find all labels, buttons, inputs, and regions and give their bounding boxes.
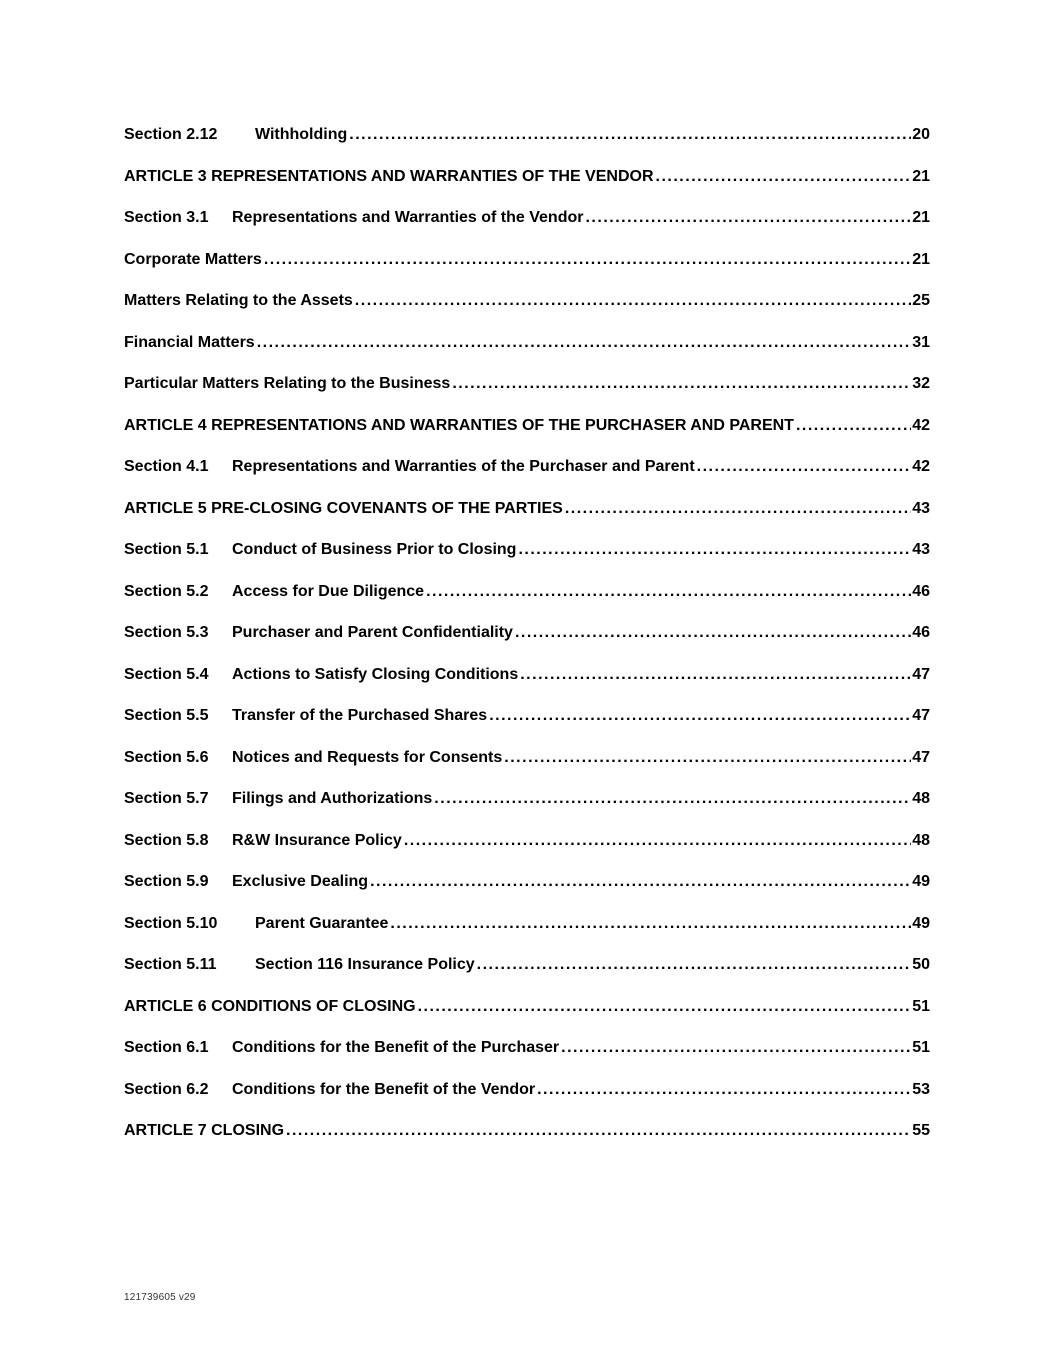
toc-entry-title: Conditions for the Benefit of the Purchaser (232, 1039, 560, 1056)
toc-entry-title: Actions to Satisfy Closing Conditions (232, 665, 519, 683)
toc-entry-page: 53 (912, 1080, 930, 1098)
toc-entry-label (124, 1081, 535, 1099)
toc-entry-page: 51 (912, 997, 930, 1015)
toc-entry (124, 334, 930, 352)
toc-entry (124, 790, 930, 808)
toc-entry-page: 50 (912, 956, 930, 973)
dot-leader (477, 956, 912, 974)
dot-leader (264, 251, 911, 269)
dot-leader (504, 749, 911, 767)
toc-entry-number: Section 5.11 (124, 956, 217, 973)
toc-entry-page: 31 (912, 333, 930, 351)
toc-entry-page: 55 (912, 1122, 930, 1139)
toc-entry-page: 49 (912, 914, 930, 932)
toc-entry-label (124, 998, 416, 1016)
toc-entry-title: Conduct of Business Prior to Closing (232, 541, 517, 558)
toc-entry-label (124, 1122, 284, 1140)
toc-entry-number: Section 5.5 (124, 707, 209, 724)
dot-leader (286, 1122, 911, 1140)
toc-entry-label (124, 749, 502, 767)
toc-entry-title: Access for Due Diligence (232, 582, 425, 600)
toc-entry-page: 21 (912, 167, 930, 185)
toc-entry-title: Withholding (255, 126, 348, 143)
toc-entry (124, 1081, 930, 1099)
toc-article-entry (124, 417, 930, 435)
toc-entry-title: ARTICLE 3 REPRESENTATIONS AND WARRANTIES OF THE VENDOR (124, 167, 654, 185)
dot-leader (426, 583, 911, 601)
toc-entry-page: 46 (912, 582, 930, 600)
toc-entry-page: 43 (912, 541, 930, 558)
dot-leader (565, 500, 911, 518)
toc-entry-title: Representations and Warranties of the Purchaser and Parent (232, 458, 695, 475)
toc-article-entry (124, 168, 930, 186)
toc-entry-page: 51 (912, 1039, 930, 1056)
toc-entry-title: ARTICLE 5 PRE-CLOSING COVENANTS OF THE PARTIES (124, 499, 563, 517)
toc-entry-page: 49 (912, 873, 930, 890)
dot-leader (452, 375, 911, 393)
toc-list (124, 126, 930, 1140)
dot-leader (349, 126, 911, 144)
toc-entry (124, 1039, 930, 1057)
toc-entry-title: Transfer of the Purchased Shares (232, 707, 488, 724)
toc-entry-title: Particular Matters Relating to the Business (124, 375, 451, 392)
toc-entry-page: 42 (912, 416, 930, 434)
toc-entry (124, 292, 930, 310)
dot-leader (418, 998, 912, 1016)
dot-leader (697, 458, 912, 476)
toc-entry-page: 47 (912, 748, 930, 766)
dot-leader (489, 707, 911, 725)
toc-entry-title: Section 116 Insurance Policy (255, 956, 475, 973)
toc-entry-title: Exclusive Dealing (232, 873, 369, 890)
dot-leader (390, 915, 911, 933)
toc-entry-number: Section 6.2 (124, 1080, 209, 1098)
toc-entry-page: 21 (912, 209, 930, 226)
toc-entry (124, 915, 930, 933)
toc-entry-label (124, 292, 353, 310)
toc-entry-title: Purchaser and Parent Confidentiality (232, 624, 513, 641)
toc-entry (124, 624, 930, 642)
toc-entry-title: Notices and Requests for Consents (232, 748, 503, 766)
dot-leader (404, 832, 911, 850)
toc-entry-number: Section 5.8 (124, 831, 209, 849)
toc-entry-page: 20 (912, 126, 930, 143)
toc-entry-title: Representations and Warranties of the Vendor (232, 209, 584, 226)
toc-entry-title: Matters Relating to the Assets (124, 292, 353, 309)
toc-entry-page: 32 (912, 375, 930, 392)
toc-entry-number: Section 5.9 (124, 873, 209, 890)
toc-entry-label (124, 707, 487, 725)
toc-entry-page: 43 (912, 499, 930, 517)
toc-entry-title: Conditions for the Benefit of the Vendor (232, 1080, 536, 1098)
toc-entry-number: Section 4.1 (124, 458, 209, 475)
toc-entry-label (124, 666, 518, 684)
toc-entry-page: 47 (912, 665, 930, 683)
toc-entry-title: ARTICLE 7 CLOSING (124, 1122, 285, 1139)
toc-entry-page: 21 (912, 250, 930, 268)
dot-leader (257, 334, 912, 352)
dot-leader (355, 292, 911, 310)
toc-article-entry (124, 1122, 930, 1140)
toc-entry-label (124, 500, 563, 518)
toc-entry-page: 25 (912, 292, 930, 309)
toc-entry-label (124, 1039, 559, 1057)
toc-entry-number: Section 5.10 (124, 914, 218, 932)
toc-entry-label (124, 583, 424, 601)
toc-entry (124, 583, 930, 601)
dot-leader (656, 168, 912, 186)
toc-entry-title: Parent Guarantee (255, 914, 389, 932)
toc-article-entry (124, 998, 930, 1016)
toc-entry-label (124, 956, 475, 974)
toc-entry-title: Financial Matters (124, 333, 255, 351)
toc-entry-number: Section 5.6 (124, 748, 209, 766)
dot-leader (585, 209, 911, 227)
toc-entry-label (124, 873, 368, 891)
toc-entry-label (124, 790, 432, 808)
toc-entry-page: 46 (912, 624, 930, 641)
toc-entry-label (124, 126, 347, 144)
toc-entry-number: Section 2.12 (124, 126, 218, 143)
document-footer: 121739605 v29 (124, 1292, 196, 1303)
dot-leader (537, 1081, 911, 1099)
toc-entry-label (124, 375, 450, 393)
toc-entry (124, 956, 930, 974)
toc-entry-label (124, 251, 262, 269)
dot-leader (796, 417, 911, 435)
toc-entry-number: Section 5.1 (124, 541, 209, 558)
toc-entry (124, 541, 930, 559)
toc-entry (124, 832, 930, 850)
toc-entry-title: R&W Insurance Policy (232, 831, 402, 849)
toc-entry-label (124, 458, 695, 476)
dot-leader (515, 624, 911, 642)
toc-entry-title: Corporate Matters (124, 250, 262, 268)
toc-entry-page: 42 (912, 458, 930, 475)
toc-entry-number: Section 5.4 (124, 665, 209, 683)
dot-leader (370, 873, 911, 891)
toc-entry-page: 47 (912, 707, 930, 724)
toc-entry (124, 375, 930, 393)
toc-entry-label (124, 832, 402, 850)
toc-entry-number: Section 3.1 (124, 209, 209, 226)
toc-entry-label (124, 168, 654, 186)
toc-article-entry (124, 500, 930, 518)
toc-entry-page: 48 (912, 790, 930, 807)
toc-entry-label (124, 915, 388, 933)
toc-entry (124, 666, 930, 684)
toc-entry-title: Filings and Authorizations (232, 790, 433, 807)
toc-entry-label (124, 209, 583, 227)
toc-entry (124, 707, 930, 725)
toc-entry-number: Section 5.7 (124, 790, 209, 807)
toc-entry-number: Section 6.1 (124, 1039, 209, 1056)
toc-entry-number: Section 5.2 (124, 582, 209, 600)
dot-leader (434, 790, 911, 808)
toc-entry-number: Section 5.3 (124, 624, 209, 641)
toc-entry (124, 873, 930, 891)
toc-entry-label (124, 624, 513, 642)
toc-entry-label (124, 334, 255, 352)
toc-entry-label (124, 417, 794, 435)
toc-entry (124, 458, 930, 476)
dot-leader (520, 666, 911, 684)
dot-leader (518, 541, 911, 559)
toc-entry (124, 251, 930, 269)
dot-leader (561, 1039, 911, 1057)
toc-entry (124, 126, 930, 144)
toc-entry-title: ARTICLE 4 REPRESENTATIONS AND WARRANTIES OF THE PURCHASER AND PARENT (124, 416, 794, 434)
toc-entry-page: 48 (912, 831, 930, 849)
toc-entry (124, 749, 930, 767)
toc-entry-title: ARTICLE 6 CONDITIONS OF CLOSING (124, 997, 416, 1015)
toc-entry-label (124, 541, 516, 559)
toc-entry (124, 209, 930, 227)
